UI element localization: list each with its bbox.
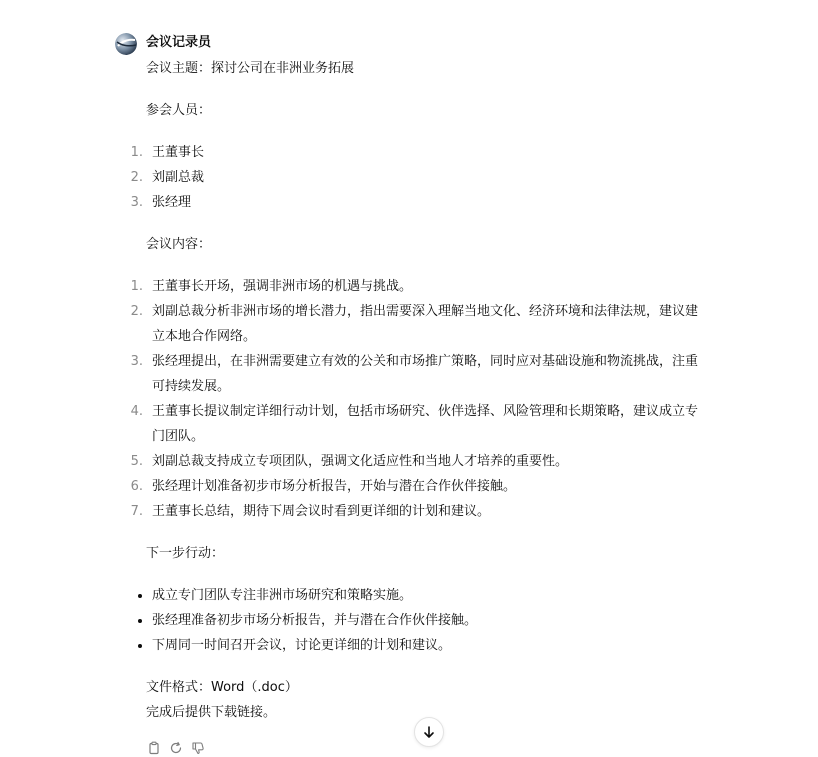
list-number: 7. bbox=[130, 504, 143, 519]
list-number: 5. bbox=[130, 454, 143, 469]
list-text: 王董事长开场，强调非洲市场的机遇与挑战。 bbox=[152, 279, 413, 294]
message-body bbox=[130, 56, 766, 725]
list-number: 4. bbox=[130, 404, 143, 419]
list-item bbox=[130, 399, 766, 449]
message-actions bbox=[146, 740, 206, 756]
scroll-to-bottom-button[interactable] bbox=[414, 717, 444, 747]
list-item bbox=[146, 583, 766, 608]
list-text-cont: 立本地合作网络。 bbox=[152, 329, 257, 344]
refresh-icon bbox=[169, 741, 183, 755]
download-note: 完成后提供下载链接。 bbox=[146, 705, 277, 720]
list-number: 1. bbox=[130, 145, 143, 160]
content-heading: 会议内容： bbox=[146, 237, 212, 252]
list-item bbox=[130, 190, 766, 215]
list-item bbox=[130, 499, 766, 524]
file-format: 文件格式：Word（.doc） bbox=[146, 680, 298, 695]
list-text: 张经理提出，在非洲需要建立有效的公关和市场推广策略，同时应对基础设施和物流挑战，注重 bbox=[152, 354, 699, 369]
list-item bbox=[146, 633, 766, 658]
bullet-icon bbox=[138, 619, 142, 623]
arrow-down-icon bbox=[422, 725, 436, 739]
list-text: 张经理 bbox=[152, 195, 192, 210]
list-item bbox=[130, 449, 766, 474]
list-text: 张经理计划准备初步市场分析报告，开始与潜在合作伙伴接触。 bbox=[152, 479, 517, 494]
list-number: 1. bbox=[130, 279, 143, 294]
list-item bbox=[130, 165, 766, 190]
list-number: 3. bbox=[130, 354, 143, 369]
list-item bbox=[130, 474, 766, 499]
list-number: 2. bbox=[130, 170, 143, 185]
attendees-heading: 参会人员： bbox=[146, 103, 212, 118]
assistant-avatar bbox=[115, 33, 137, 55]
list-number: 2. bbox=[130, 304, 143, 319]
list-item bbox=[130, 140, 766, 165]
assistant-name: 会议记录员 bbox=[146, 35, 212, 50]
bullet-icon bbox=[138, 594, 142, 598]
list-text: 王董事长提议制定详细行动计划，包括市场研究、伙伴选择、风险管理和长期策略，建议成立专 bbox=[152, 404, 699, 419]
list-item bbox=[130, 274, 766, 299]
list-text: 下周同一时间召开会议，讨论更详细的计划和建议。 bbox=[152, 638, 452, 653]
list-item bbox=[146, 608, 766, 633]
regenerate-button[interactable] bbox=[168, 740, 184, 756]
list-item bbox=[130, 349, 766, 399]
clipboard-icon bbox=[147, 741, 161, 755]
list-number: 6. bbox=[130, 479, 143, 494]
bullet-icon bbox=[138, 644, 142, 648]
meeting-topic: 会议主题：探讨公司在非洲业务拓展 bbox=[146, 61, 355, 76]
attendees-list bbox=[130, 140, 766, 215]
list-text: 刘副总裁分析非洲市场的增长潜力，指出需要深入理解当地文化、经济环境和法律法规，建议建 bbox=[152, 304, 699, 319]
next-steps-list bbox=[146, 583, 766, 658]
list-text: 王董事长 bbox=[152, 145, 205, 160]
globe-logo-icon bbox=[115, 33, 137, 55]
list-text: 刘副总裁 bbox=[152, 170, 205, 185]
list-item bbox=[130, 299, 766, 349]
list-text: 成立专门团队专注非洲市场研究和策略实施。 bbox=[152, 588, 413, 603]
list-text: 刘副总裁支持成立专项团队，强调文化适应性和当地人才培养的重要性。 bbox=[152, 454, 569, 469]
list-text-cont: 门团队。 bbox=[152, 429, 205, 444]
copy-button[interactable] bbox=[146, 740, 162, 756]
list-text: 王董事长总结，期待下周会议时看到更详细的计划和建议。 bbox=[152, 504, 491, 519]
thumbs-down-icon bbox=[191, 741, 205, 755]
dislike-button[interactable] bbox=[190, 740, 206, 756]
list-text-cont: 可持续发展。 bbox=[152, 379, 231, 394]
list-text: 张经理准备初步市场分析报告，并与潜在合作伙伴接触。 bbox=[152, 613, 478, 628]
content-list bbox=[130, 274, 766, 524]
list-number: 3. bbox=[130, 195, 143, 210]
next-steps-heading: 下一步行动： bbox=[146, 546, 225, 561]
